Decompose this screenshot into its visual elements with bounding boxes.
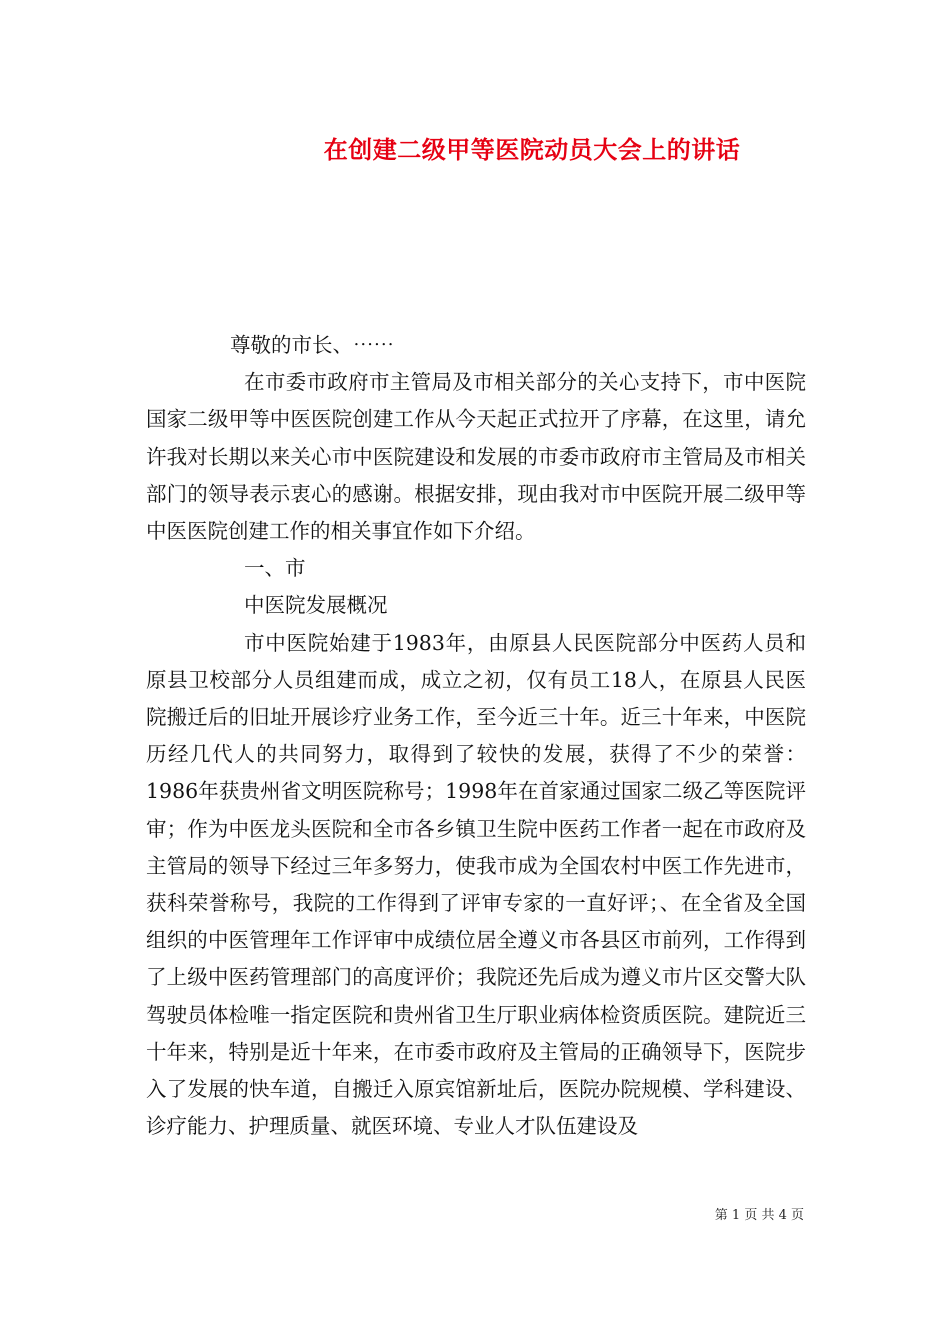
document-title: 在创建二级甲等医院动员大会上的讲话 [323, 135, 741, 164]
paragraph-intro: 在市委市政府市主管局及市相关部分的关心支持下，市中医院国家二级甲等中医医院创建工作从今天起正式拉开了序幕，在这里，请允许我对长期以来关心市中医院建设和发展的市委市政府市主管局及市相关部门的领导表示衷心的感谢。根据安排，现由我对市中医院开展二级甲等中医医院创建工作的相关事宜作如下介绍。 [146, 370, 806, 544]
paragraph-history: 市中医院始建于1983年，由原县人民医院部分中医药人员和原县卫校部分人员组建而成，成立之初，仅有员工18人，在原县人民医院搬迁后的旧址开展诊疗业务工作，至今近三十年。近三十年来，中医院历经几代人的共同努力，取得到了较快的发展，获得了不少的荣誉：1986年获贵州省文明医院称号；1998年在首家通过国家二级乙等医院评审；作为中医龙头医院和全市各乡镇卫生院中医药工作者一起在市政府及主管局的领导下经过三年多努力，使我市成为全国农村中医工作先进市，获科荣誉称号，我院的工作得到了评审专家的一直好评；、在全省及全国组织的中医管理年工作评审中成绩位居全遵义市各县区市前列，工作得到了上级中医药管理部门的高度评价；我院还先后成为遵义市片区交警大队驾驶员体检唯一指定医院和贵州省卫生厅职业病体检资质医院。建院近三十年来，特别是近十年来，在市委市政府及主管局的正确领导下，医院步入了发展的快车道，自搬迁入原宾馆新址后，医院办院规模、学科建设、诊疗能力、护理质量、就医环境、专业人才队伍建设及 [146, 630, 806, 1139]
document-body [146, 327, 806, 1145]
salutation: 尊敬的市长、⋯⋯ [230, 333, 394, 357]
section-heading-part1: 一、市 [244, 556, 306, 581]
section-heading-part2: 中医院发展概况 [244, 593, 388, 618]
page-number: 第 1 页 共 4 页 [714, 1208, 804, 1223]
